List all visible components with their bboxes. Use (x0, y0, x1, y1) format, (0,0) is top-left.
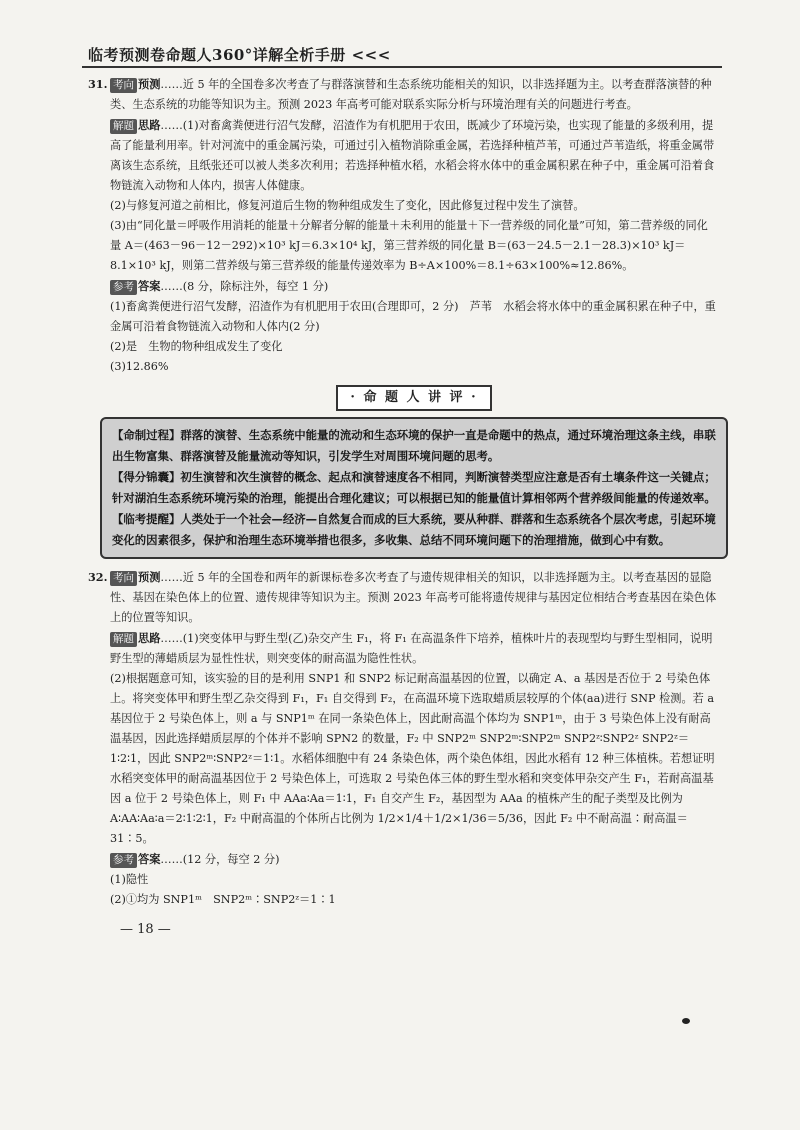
ink-speck (682, 1018, 690, 1024)
commentary-title: · 命 题 人 讲 评 · (336, 385, 491, 411)
question-number: 32. (88, 570, 108, 584)
page-number: — 18 — (120, 922, 171, 937)
solve-text: ……(1)对畜禽粪便进行沼气发酵，沼渣作为有机肥用于农田，既减少了环境污染，也实现了能量的多级利用，提高了能量利用率。针对河流中的重金属污染，可通过引入植物消除重金属，若选择种植芦苇，可通过芦苇造纸，将重金属带离该生态系统，且纸张还可以被人类多次利用；若选择种植水稻，水稻会将水体中的重金属积累在种子中，重金属可沿着食物链流入动物和人体内，损害人体健康。 (110, 119, 715, 192)
solve-tag: 解题 (110, 632, 137, 647)
predict-text: ……近 5 年的全国卷和两年的新课标卷多次考查了与遗传规律相关的知识，以非选择题为主。以考查基因的显隐性、基因在染色体上的位置、遗传规律等知识为主。预测 2023 年高考可能将遗传规律与基因定位相结合考查基因在染色体上的位置等知识。 (110, 571, 717, 624)
q31-answer-2: (2)是 生物的物种组成发生了变化 (110, 340, 283, 353)
main-content (88, 74, 718, 910)
answer-tag-suffix: 答案 (138, 852, 161, 866)
page-header (88, 44, 391, 65)
predict-text: ……近 5 年的全国卷多次考查了与群落演替和生态系统功能相关的知识，以非选择题为主。以考查群落演替的种类、生态系统的功能等知识为主。预测 2023 年高考可能对联系实际分析与环境治理有关的问题进行考查。 (110, 78, 712, 111)
solve-tag: 解题 (110, 119, 137, 134)
commentary-tips: 【得分锦囊】初生演替和次生演替的概念、起点和演替速度各不相同，判断演替类型应注意是否有土壤条件这一关键点；针对湖泊生态系统环境污染的治理，能提出合理化建议；可以根据已知的能量值计算相邻两个营养级间能量的传递效率。 (112, 470, 716, 505)
solve-tag-suffix: 思路 (138, 118, 161, 132)
header-rule (82, 66, 722, 68)
solve-tag-suffix: 思路 (138, 631, 161, 645)
answer-tag: 参考 (110, 853, 137, 868)
q32-answer-2: (2)①均为 SNP1ᵐ SNP2ᵐ∶SNP2ᶻ＝1∶1 (110, 893, 336, 906)
header-title: 临考预测卷命题人360°详解全析手册 (88, 46, 346, 64)
commentary-reminder: 【临考提醒】人类处于一个社会—经济—自然复合而成的巨大系统，要从种群、群落和生态系统各个层次考虑，引起环境变化的因素很多，保护和治理生态环境举措也很多，多收集、总结不同环境问题下的治理措施，做到心中有数。 (112, 512, 716, 547)
question-32 (88, 567, 718, 910)
commentary-box (100, 417, 728, 559)
predict-tag: 考向 (110, 78, 137, 93)
commentary-process: 【命制过程】群落的演替、生态系统中能量的流动和生态环境的保护一直是命题中的热点，通过环境治理这条主线，串联出生物富集、群落演替及能量流动等知识，引发学生对周围环境问题的思考。 (112, 428, 716, 463)
predict-tag-suffix: 预测 (138, 570, 161, 584)
answer-head-text: ……(8 分，除标注外，每空 1 分) (160, 280, 329, 293)
q31-answer-1: (1)畜禽粪便进行沼气发酵，沼渣作为有机肥用于农田(合理即可，2 分) 芦苇 水稻会将水体中的重金属积累在种子中，重金属可沿着食物链流入动物和人体内(2 分) (110, 300, 716, 333)
q32-solve-1 (110, 628, 718, 669)
q31-solve-1 (110, 115, 718, 196)
answer-tag: 参考 (110, 280, 137, 295)
q31-answer-3: (3)12.86% (110, 360, 169, 373)
q32-solve-2: (2)根据题意可知，该实验的目的是利用 SNP1 和 SNP2 标记耐高温基因的位置，以确定 A、a 基因是否位于 2 号染色体上。将突变体甲和野生型乙杂交得到 F₁，F₁ 自交得到 F₂，在高温环境下选取蜡质层较厚的个体(aa)进行 SNP 检测。若 a 基因位于 2 号染色体上，则 a 与 SNP1ᵐ 在同一条染色体上，因此耐高温个体均为 SNP1ᵐ，由于 3 号染色体上没有耐高温基因，因此选择蜡质层厚的个体并不影响 SPN2 的数量，F₂ 中 SNP2ᵐ SNP2ᵐ∶SNP2ᵐ SNP2ᶻ∶SNP2ᶻ SNP2ᶻ＝1∶2∶1，因此 SNP2ᵐ∶SNP2ᶻ＝1∶1。水稻体细胞中有 24 条染色体，两个染色体组，因此水稻有 12 种三体植株。若想证明水稻突变体甲的耐高温基因位于 2 号染色体上，可选取 2 号染色体三体的野生型水稻和突变体甲杂交产生 F₁，若耐高温基因 a 位于 2 号染色体上，则 F₁ 中 AAa∶Aa＝1∶1，F₁ 自交产生 F₂，基因型为 AAa 的植株产生的配子类型及比例为 A∶AA∶Aa∶a＝2∶1∶2∶1，F₂ 中耐高温的个体所占比例为 1/2×1/4＋1/2×1/36＝5/36，因此 F₂ 中不耐高温∶耐高温＝31∶5。 (110, 672, 715, 845)
question-number: 31. (88, 77, 108, 91)
commentary-title-wrap (110, 385, 718, 411)
q31-solve-3: (3)由“同化量＝呼吸作用消耗的能量＋分解者分解的能量＋未利用的能量＋下一营养级的同化量”可知，第二营养级的同化量 A＝(463－96－12－292)×10³ kJ＝6.3×10⁴ kJ，第三营养级的同化量 B＝(63－24.5－2.1－28.3)×10³ kJ＝8.1×10³ kJ，则第二营养级与第三营养级的能量传递效率为 B÷A×100%＝8.1÷63×100%≈12.86%。 (110, 219, 708, 272)
header-arrows: <<< (351, 46, 391, 64)
q32-predict (88, 567, 718, 628)
solve-text: ……(1)突变体甲与野生型(乙)杂交产生 F₁，将 F₁ 在高温条件下培养，植株叶片的表现型均与野生型相同，说明野生型的薄蜡质层为显性性状，则突变体的耐高温为隐性性状。 (110, 632, 713, 665)
q32-answer-1: (1)隐性 (110, 873, 149, 886)
predict-tag: 考向 (110, 571, 137, 586)
question-31 (88, 74, 718, 377)
predict-tag-suffix: 预测 (138, 77, 161, 91)
answer-tag-suffix: 答案 (138, 279, 161, 293)
q31-solve-2: (2)与修复河道之前相比，修复河道后生物的物种组成发生了变化，因此修复过程中发生了演替。 (110, 199, 585, 212)
q32-answer-head (110, 849, 718, 870)
answer-head-text: ……(12 分，每空 2 分) (160, 853, 280, 866)
q31-predict (88, 74, 718, 115)
q31-answer-head (110, 276, 718, 297)
